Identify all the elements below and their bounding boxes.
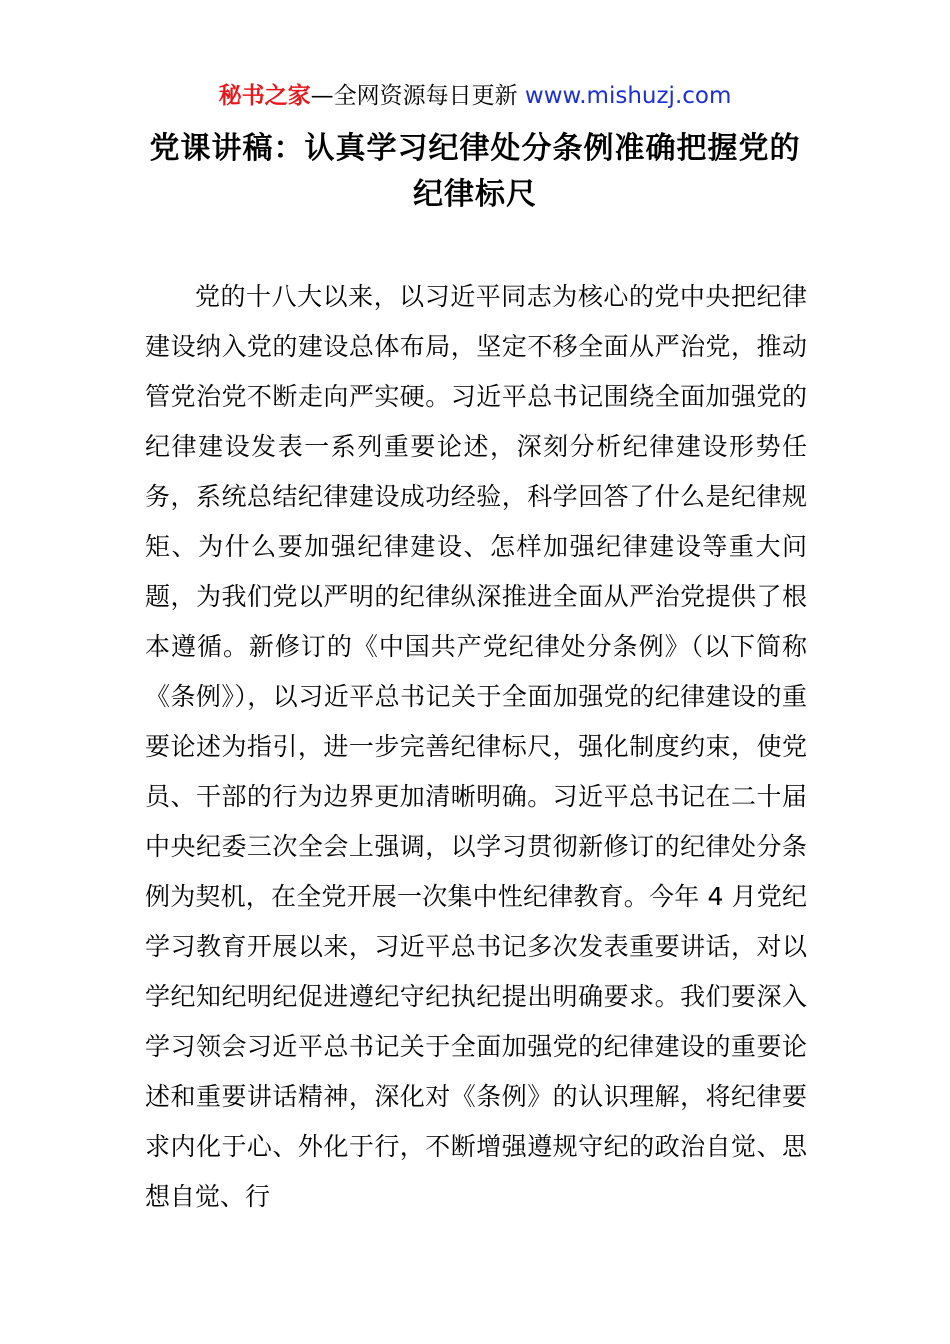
- document-title: 党课讲稿：认真学习纪律处分条例准确把握党的纪律标尺: [149, 131, 801, 212]
- site-header: [0, 80, 950, 112]
- brand-name: 秘书之家: [218, 83, 311, 109]
- header-tagline: —全网资源每日更新: [310, 83, 525, 109]
- site-url[interactable]: www.mishuzj.com: [524, 83, 732, 109]
- body-paragraph: 党的十八大以来，以习近平同志为核心的党中央把纪律建设纳入党的建设总体布局，坚定不移全面从严治党，推动管党治党不断走向严实硬。习近平总书记围绕全面加强党的纪律建设发表一系列重要论述，深刻分析纪律建设形势任务，系统总结纪律建设成功经验，科学回答了什么是纪律规矩、为什么要加强纪律建设、怎样加强纪律建设等重大问题，为我们党以严明的纪律纵深推进全面从严治党提供了根本遵循。新修订的《中国共产党纪律处分条例》（以下简称《条例》），以习近平总书记关于全面加强党的纪律建设的重要论述为指引，进一步完善纪律标尺，强化制度约束，使党员、干部的行为边界更加清晰明确。习近平总书记在二十届中央纪委三次全会上强调，以学习贯彻新修订的纪律处分条例为契机，在全党开展一次集中性纪律教育。今年 4 月党纪学习教育开展以来，习近平总书记多次发表重要讲话，对以学纪知纪明纪促进遵纪守纪执纪提出明确要求。我们要深入学习领会习近平总书记关于全面加强党的纪律建设的重要论述和重要讲话精神，深化对《条例》的认识理解，将纪律要求内化于心、外化于行，不断增强遵规守纪的政治自觉、思想自觉、行: [145, 282, 807, 1211]
